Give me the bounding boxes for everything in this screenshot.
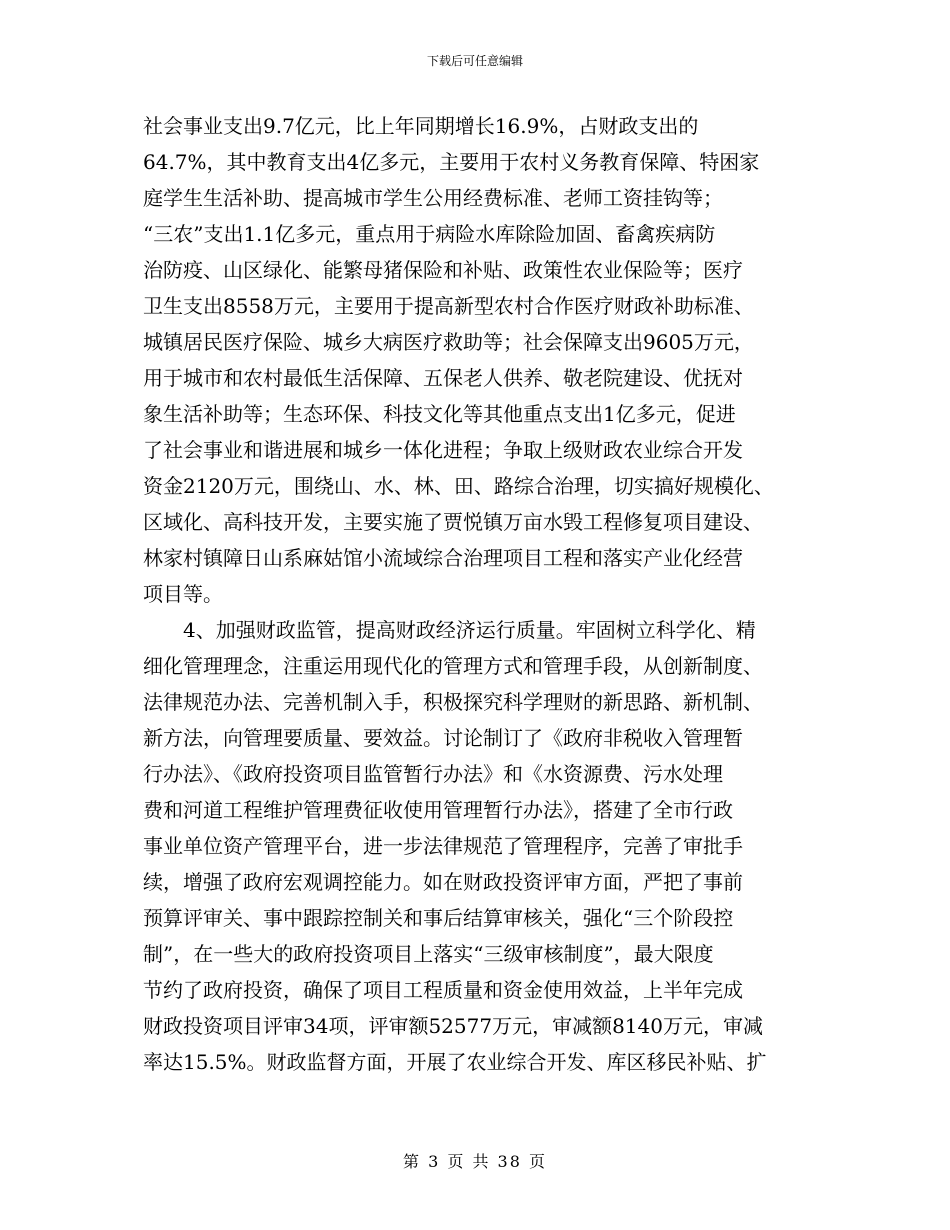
- text-line: 4、加强财政监管，提高财政经济运行质量。牢固树立科学化、精: [183, 618, 756, 642]
- text-line: 续，增强了政府宏观调控能力。如在财政投资评审方面，严把了事前: [143, 870, 743, 894]
- text-line: 庭学生生活补助、提高城市学生公用经费标准、老师工资挂钩等；: [143, 186, 723, 210]
- text-line: 林家村镇障日山系麻姑馆小流域综合治理项目工程和落实产业化经营: [143, 546, 743, 570]
- text-line: 了社会事业和谐进展和城乡一体化进程；争取上级财政农业综合开发: [143, 438, 743, 462]
- text-line: 事业单位资产管理平台，进一步法律规范了管理程序，完善了审批手: [143, 834, 743, 858]
- text-line: 预算评审关、事中跟踪控制关和事后结算审核关，强化“三个阶段控: [143, 906, 734, 930]
- text-line: 项目等。: [143, 582, 223, 606]
- paragraph-social-spending: [143, 108, 823, 612]
- text-line: 制”，在一些大的政府投资项目上落实“三级审核制度”，最大限度: [143, 942, 714, 966]
- page-header: 下载后可任意编辑: [426, 54, 523, 68]
- text-line: 象生活补助等；生态环保、科技文化等其他重点支出1亿多元，促进: [143, 402, 736, 426]
- text-line: 节约了政府投资，确保了项目工程质量和资金使用效益，上半年完成: [143, 978, 743, 1002]
- text-line: 新方法，向管理要质量、要效益。讨论制订了《政府非税收入管理暂: [143, 726, 743, 750]
- paragraph-fiscal-supervision: [143, 612, 823, 1080]
- text-line: 治防疫、山区绿化、能繁母猪保险和补贴、政策性农业保险等；医疗: [143, 258, 743, 282]
- text-line: 费和河道工程维护管理费征收使用管理暂行办法》，搭建了全市行政: [143, 798, 733, 822]
- text-line: 行办法》、《政府投资项目监管暂行办法》和《水资源费、污水处理: [143, 762, 723, 786]
- text-line: 财政投资项目评审34项，评审额52577万元，审减额8140万元，审减: [143, 1014, 763, 1038]
- text-line: 区域化、高科技开发，主要实施了贾悦镇万亩水毁工程修复项目建设、: [143, 510, 763, 534]
- text-line: 法律规范办法、完善机制入手，积极探究科学理财的新思路、新机制、: [143, 690, 763, 714]
- text-line: 细化管理理念，注重运用现代化的管理方式和管理手段，从创新制度、: [143, 654, 763, 678]
- text-line: 资金2120万元，围绕山、水、林、田、路综合治理，切实搞好规模化、: [143, 474, 774, 498]
- text-line: 率达15.5%。财政监督方面，开展了农业综合开发、库区移民补贴、扩: [143, 1050, 767, 1074]
- document-body: [143, 108, 823, 1080]
- text-line: 城镇居民医疗保险、城乡大病医疗救助等；社会保障支出9605万元，: [143, 330, 754, 354]
- page-number-footer: 第 3 页 共 38 页: [403, 1152, 547, 1171]
- text-line: 64.7%，其中教育支出4亿多元，主要用于农村义务教育保障、特困家: [143, 150, 760, 174]
- text-line: 卫生支出8558万元，主要用于提高新型农村合作医疗财政补助标准、: [143, 294, 754, 318]
- text-line: 社会事业支出9.7亿元，比上年同期增长16.9%，占财政支出的: [143, 114, 699, 138]
- text-line: 用于城市和农村最低生活保障、五保老人供养、敬老院建设、优抚对: [143, 366, 743, 390]
- text-line: “三农”支出1.1亿多元，重点用于病险水库除险加固、畜禽疾病防: [143, 222, 716, 246]
